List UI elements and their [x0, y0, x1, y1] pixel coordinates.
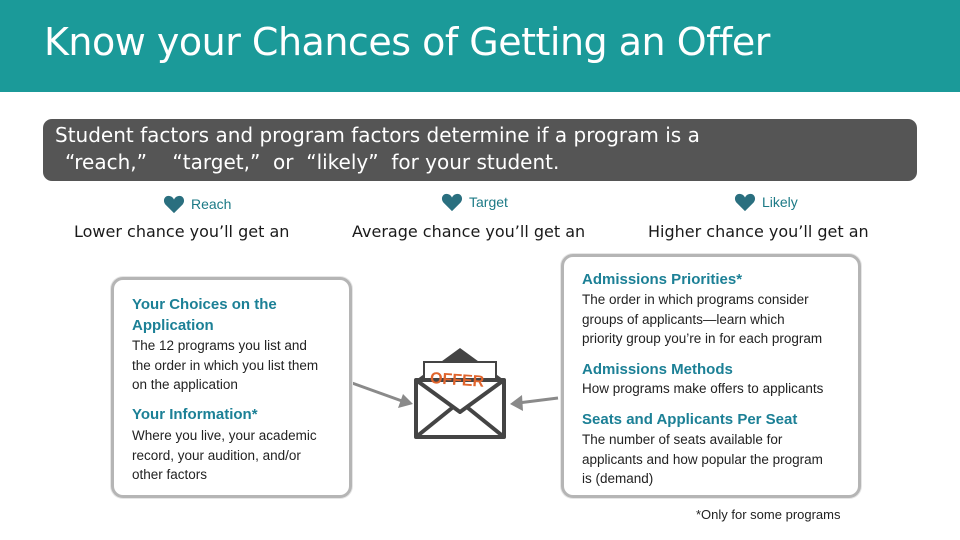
body-line: other factors	[132, 467, 208, 482]
section-heading: Seats and Applicants Per Seat	[582, 411, 798, 428]
heading-line: Your Information*	[132, 406, 258, 423]
section-heading: Admissions Priorities*	[582, 271, 743, 288]
envelope-icon	[416, 348, 504, 437]
body-line: The number of seats available for	[582, 432, 783, 447]
body-line: on the application	[132, 377, 238, 392]
body-line: Where you live, your academic	[132, 428, 317, 443]
body-line: The 12 programs you list and	[132, 338, 307, 353]
body-line: How programs make offers to applicants	[582, 381, 824, 396]
body-line: the order in which you list them	[132, 357, 319, 373]
section-heading	[132, 294, 277, 336]
body-line: record, your audition, and/or	[132, 447, 301, 463]
footnote: *Only for some programs	[696, 507, 841, 522]
level-label-likely: Likely	[762, 194, 798, 210]
level-label-reach: Reach	[191, 196, 232, 212]
section-body	[132, 336, 318, 395]
banner-line-1: Student factors and program factors determine if a program is a	[55, 123, 700, 147]
section-body	[132, 426, 317, 485]
body-line: applicants and how popular the program	[582, 451, 823, 467]
banner-line-2: “reach,” “target,” or “likely” for your student.	[65, 150, 560, 174]
chance-target: Average chance you’ll get an	[352, 222, 586, 241]
chance-reach: Lower chance you’ll get an	[74, 222, 290, 241]
section-body	[582, 290, 822, 349]
section-heading: Admissions Methods	[582, 361, 733, 378]
section-heading	[132, 404, 258, 425]
left-arrow	[352, 383, 413, 408]
program-factors-box	[561, 254, 861, 498]
page-title: Know your Chances of Getting an Offer	[44, 20, 770, 64]
section-body	[582, 379, 823, 399]
section-body	[582, 430, 823, 489]
chance-likely: Higher chance you’ll get an	[648, 222, 869, 241]
heading-line: Application	[132, 317, 214, 334]
body-line: is (demand)	[582, 471, 654, 486]
student-factors-box	[111, 277, 352, 498]
body-line: priority group you’re in for each program	[582, 331, 823, 346]
body-line: groups of applicants—learn which	[582, 311, 785, 327]
offer-label: OFFER	[429, 370, 485, 391]
body-line: The order in which programs consider	[582, 292, 809, 307]
right-arrow	[510, 395, 558, 411]
heading-line: Your Choices on the	[132, 296, 277, 313]
level-label-target: Target	[469, 194, 508, 210]
